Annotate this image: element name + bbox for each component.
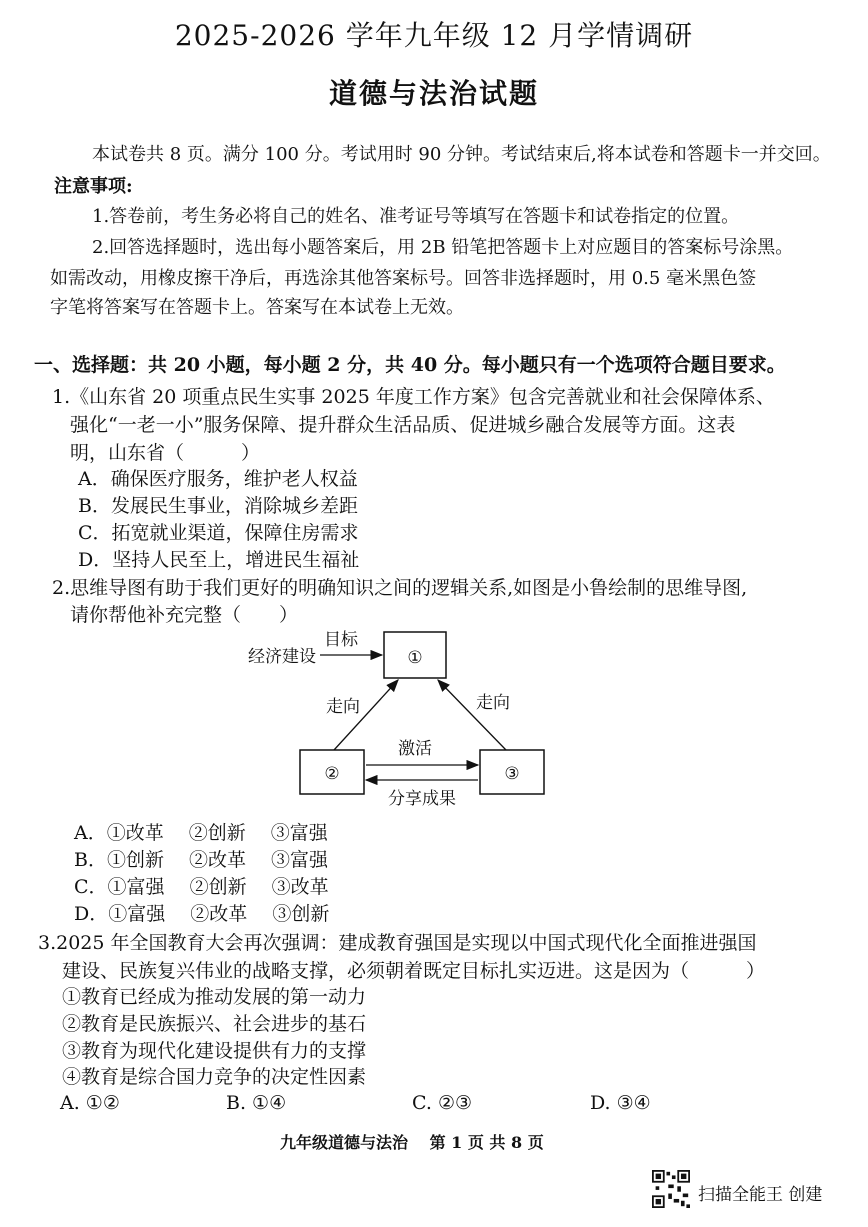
q2-option-a: A．①改革 ②创新 ③富强	[74, 822, 328, 844]
q1-option-c: C．拓宽就业渠道，保障住房需求	[78, 522, 359, 544]
notice-2-line-2: 如需改动，用橡皮擦干净后，再选涂其他答案标号。回答非选择题时，用 0.5 毫米黑色签	[50, 268, 757, 289]
q3-statement-3: ③教育为现代化建设提供有力的支撑	[62, 1040, 367, 1062]
notice-1: 1.答卷前，考生务必将自己的姓名、准考证号等填写在答题卡和试卷指定的位置。	[92, 206, 740, 227]
q1-option-a: A．确保医疗服务，维护老人权益	[78, 468, 358, 490]
q3-statement-2: ②教育是民族振兴、社会进步的基石	[62, 1013, 367, 1035]
q1-stem-line-2: 强化“一老一小”服务保障、提升群众生活品质、促进城乡融合发展等方面。这表	[70, 414, 736, 436]
notice-2-line-1: 2.回答选择题时，选出每小题答案后，用 2B 铅笔把答题卡上对应题目的答案标号涂黑。	[92, 237, 794, 258]
box-2-label: ②	[324, 764, 340, 784]
section-heading: 一、选择题：共 20 小题，每小题 2 分，共 40 分。每小题只有一个选项符合题目要求。	[34, 354, 786, 376]
q3-stem-line-2: 建设、民族复兴伟业的战略支撑，必须朝着既定目标扎实迈进。这是因为（ ）	[62, 960, 766, 982]
q3-statement-1: ①教育已经成为推动发展的第一动力	[62, 986, 367, 1008]
q3-option-b: B. ①④	[226, 1092, 287, 1114]
box-1-label: ①	[407, 648, 423, 668]
mind-map-diagram	[238, 620, 568, 820]
q2-stem-line-1: 2.思维导图有助于我们更好的明确知识之间的逻辑关系,如图是小鲁绘制的思维导图,	[52, 577, 748, 599]
q2-option-b: B．①创新 ②改革 ③富强	[74, 849, 329, 871]
q3-option-c: C. ②③	[412, 1092, 473, 1114]
right-up-arrow	[438, 680, 506, 750]
intro-line: 本试卷共 8 页。满分 100 分。考试用时 90 分钟。考试结束后,将本试卷和答题卡一并交回。	[92, 144, 831, 165]
q3-statement-4: ④教育是综合国力竞争的决定性因素	[62, 1066, 367, 1088]
q3-stem-line-1: 3.2025 年全国教育大会再次强调：建成教育强国是实现以中国式现代化全面推进强国	[38, 932, 757, 954]
share-label: 分享成果	[388, 789, 456, 809]
q1-option-d: D．坚持人民至上，增进民生福祉	[78, 549, 360, 571]
page-subtitle: 道德与法治试题	[328, 77, 539, 110]
q2-option-c: C．①富强 ②创新 ③改革	[74, 876, 329, 898]
page-title: 2025-2026 学年九年级 12 月学情调研	[174, 19, 694, 52]
q3-option-d: D. ③④	[590, 1092, 651, 1114]
economy-label: 经济建设	[248, 647, 316, 667]
box-3-label: ③	[504, 764, 520, 784]
toward-left-label: 走向	[326, 697, 360, 717]
activate-label: 激活	[398, 739, 432, 759]
q1-stem-line-1: 1.《山东省 20 项重点民生实事 2025 年度工作方案》包含完善就业和社会保障体系、	[52, 386, 775, 408]
q3-option-a: A. ①②	[60, 1092, 120, 1114]
q2-stem-line-2: 请你帮他补充完整（ ）	[70, 604, 299, 626]
qr-code-icon	[652, 1170, 690, 1208]
q1-option-b: B．发展民生事业，消除城乡差距	[78, 495, 358, 517]
q2-option-d: D．①富强 ②改革 ③创新	[74, 903, 330, 925]
q1-stem-line-3: 明，山东省（ ）	[70, 442, 261, 464]
goal-label: 目标	[324, 630, 358, 650]
toward-right-label: 走向	[476, 693, 510, 713]
notice-title: 注意事项:	[54, 176, 133, 197]
scanner-watermark: 扫描全能王 创建	[698, 1185, 823, 1205]
page-footer: 九年级道德与法治 第 1 页 共 8 页	[280, 1133, 544, 1152]
notice-2-line-3: 字笔将答案写在答题卡上。答案写在本试卷上无效。	[50, 297, 464, 318]
